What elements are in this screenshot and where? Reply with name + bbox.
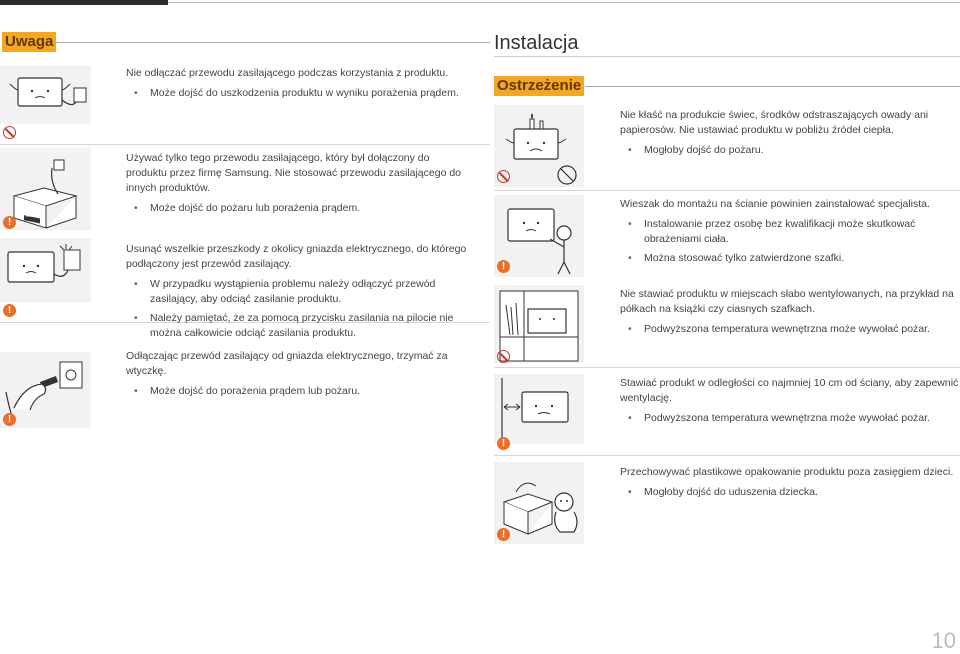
notice-text: Wieszak do montażu na ścianie powinien zainstalować specjalista. bbox=[620, 198, 930, 210]
notice-bullet: • Podwyższona temperatura wewnętrzna może wywołać pożar. bbox=[620, 322, 960, 337]
illustration-outlet-clear bbox=[0, 238, 91, 302]
notice-bullet: • Może dojść do uszkodzenia produktu w wyniku porażenia prądem. bbox=[126, 86, 471, 101]
uwaga-label: Uwaga bbox=[2, 32, 56, 52]
notice-bullet: • Może dojść do porażenia prądem lub pożaru. bbox=[126, 384, 471, 399]
notice-bullet: • Może dojść do pożaru lub porażenia prądem. bbox=[126, 201, 471, 216]
illustration-wall-distance bbox=[494, 374, 584, 444]
notice-block bbox=[126, 66, 471, 105]
notice-bullets bbox=[126, 201, 471, 216]
top-bar-light bbox=[168, 2, 960, 3]
notice-block bbox=[126, 151, 471, 220]
notice-text: Usunąć wszelkie przeszkody z okolicy gniazda elektrycznego, do którego podłączony jest przewód zasilający. bbox=[126, 243, 467, 270]
warning-icon: ! bbox=[3, 413, 16, 426]
notice-bullet: • Można stosować tylko zatwierdzone szafki. bbox=[620, 251, 960, 266]
divider bbox=[494, 455, 960, 456]
notice-bullets bbox=[126, 86, 471, 101]
notice-bullet: • Należy pamiętać, że za pomocą przycisku zasilania na pilocie nie można całkowicie odciąć zasilania produktu. bbox=[126, 311, 471, 341]
divider bbox=[494, 367, 960, 368]
notice-text: Odłączając przewód zasilający od gniazda elektrycznego, trzymać za wtyczkę. bbox=[126, 350, 448, 377]
notice-text: Nie odłączać przewodu zasilającego podczas korzystania z produktu. bbox=[126, 67, 449, 79]
warning-icon: ! bbox=[3, 216, 16, 229]
prohibit-icon bbox=[3, 126, 16, 139]
notice-bullets bbox=[126, 277, 471, 341]
ostrzezenie-divider bbox=[585, 86, 960, 87]
box-brand-text: SAMSUNG bbox=[25, 213, 46, 218]
prohibit-icon bbox=[497, 170, 510, 183]
top-bar-dark bbox=[0, 0, 168, 5]
notice-bullets bbox=[620, 322, 960, 337]
notice-text: Używać tylko tego przewodu zasilającego, który był dołączony do produktu przez firmę Samsung. Nie stosować przewodu zasilającego do innych produktów. bbox=[126, 152, 462, 194]
notice-block bbox=[620, 465, 960, 504]
notice-bullet: • Mogłoby dojść do pożaru. bbox=[620, 143, 960, 158]
warning-icon: ! bbox=[3, 304, 16, 317]
divider bbox=[494, 190, 960, 191]
notice-block bbox=[126, 349, 471, 403]
notice-block bbox=[620, 376, 960, 430]
notice-text: Nie stawiać produktu w miejscach słabo wentylowanych, na przykład na półkach na książki czy ciasnych szafkach. bbox=[620, 288, 954, 315]
warning-icon: ! bbox=[497, 528, 510, 541]
notice-bullets bbox=[620, 411, 960, 426]
title-divider bbox=[494, 56, 960, 57]
notice-bullets bbox=[620, 485, 960, 500]
ostrzezenie-label: Ostrzeżenie bbox=[494, 76, 584, 96]
notice-bullet: • W przypadku wystąpienia problemu należy odłączyć przewód zasilający, aby odciąć zasilanie produktu. bbox=[126, 277, 471, 307]
notice-block bbox=[620, 108, 960, 162]
warning-icon: ! bbox=[497, 260, 510, 273]
prohibit-icon bbox=[497, 350, 510, 363]
notice-block bbox=[620, 197, 960, 270]
notice-bullets bbox=[620, 217, 960, 266]
divider bbox=[0, 144, 490, 145]
notice-text: Przechowywać plastikowe opakowanie produktu poza zasięgiem dzieci. bbox=[620, 466, 954, 478]
notice-text: Nie kłaść na produkcie świec, środków odstraszających owady ani papierosów. Nie ustawiać produktu w pobliżu źródeł ciepła. bbox=[620, 109, 929, 136]
notice-bullets bbox=[126, 384, 471, 399]
notice-block bbox=[620, 287, 960, 341]
notice-text: Stawiać produkt w odległości co najmniej 10 cm od ściany, aby zapewnić wentylację. bbox=[620, 377, 959, 404]
notice-bullet: • Podwyższona temperatura wewnętrzna może wywołać pożar. bbox=[620, 411, 960, 426]
page-number: 10 bbox=[931, 628, 956, 653]
notice-block bbox=[126, 242, 471, 345]
page-title: Instalacja bbox=[494, 32, 579, 54]
warning-icon: ! bbox=[497, 437, 510, 450]
notice-bullets bbox=[620, 143, 960, 158]
illustration-unplug-in-use bbox=[0, 66, 91, 124]
notice-bullet: • Mogłoby dojść do uduszenia dziecka. bbox=[620, 485, 960, 500]
notice-bullet: • Instalowanie przez osobę bez kwalifikacji może skutkować obrażeniami ciała. bbox=[620, 217, 960, 247]
uwaga-divider bbox=[55, 42, 490, 43]
